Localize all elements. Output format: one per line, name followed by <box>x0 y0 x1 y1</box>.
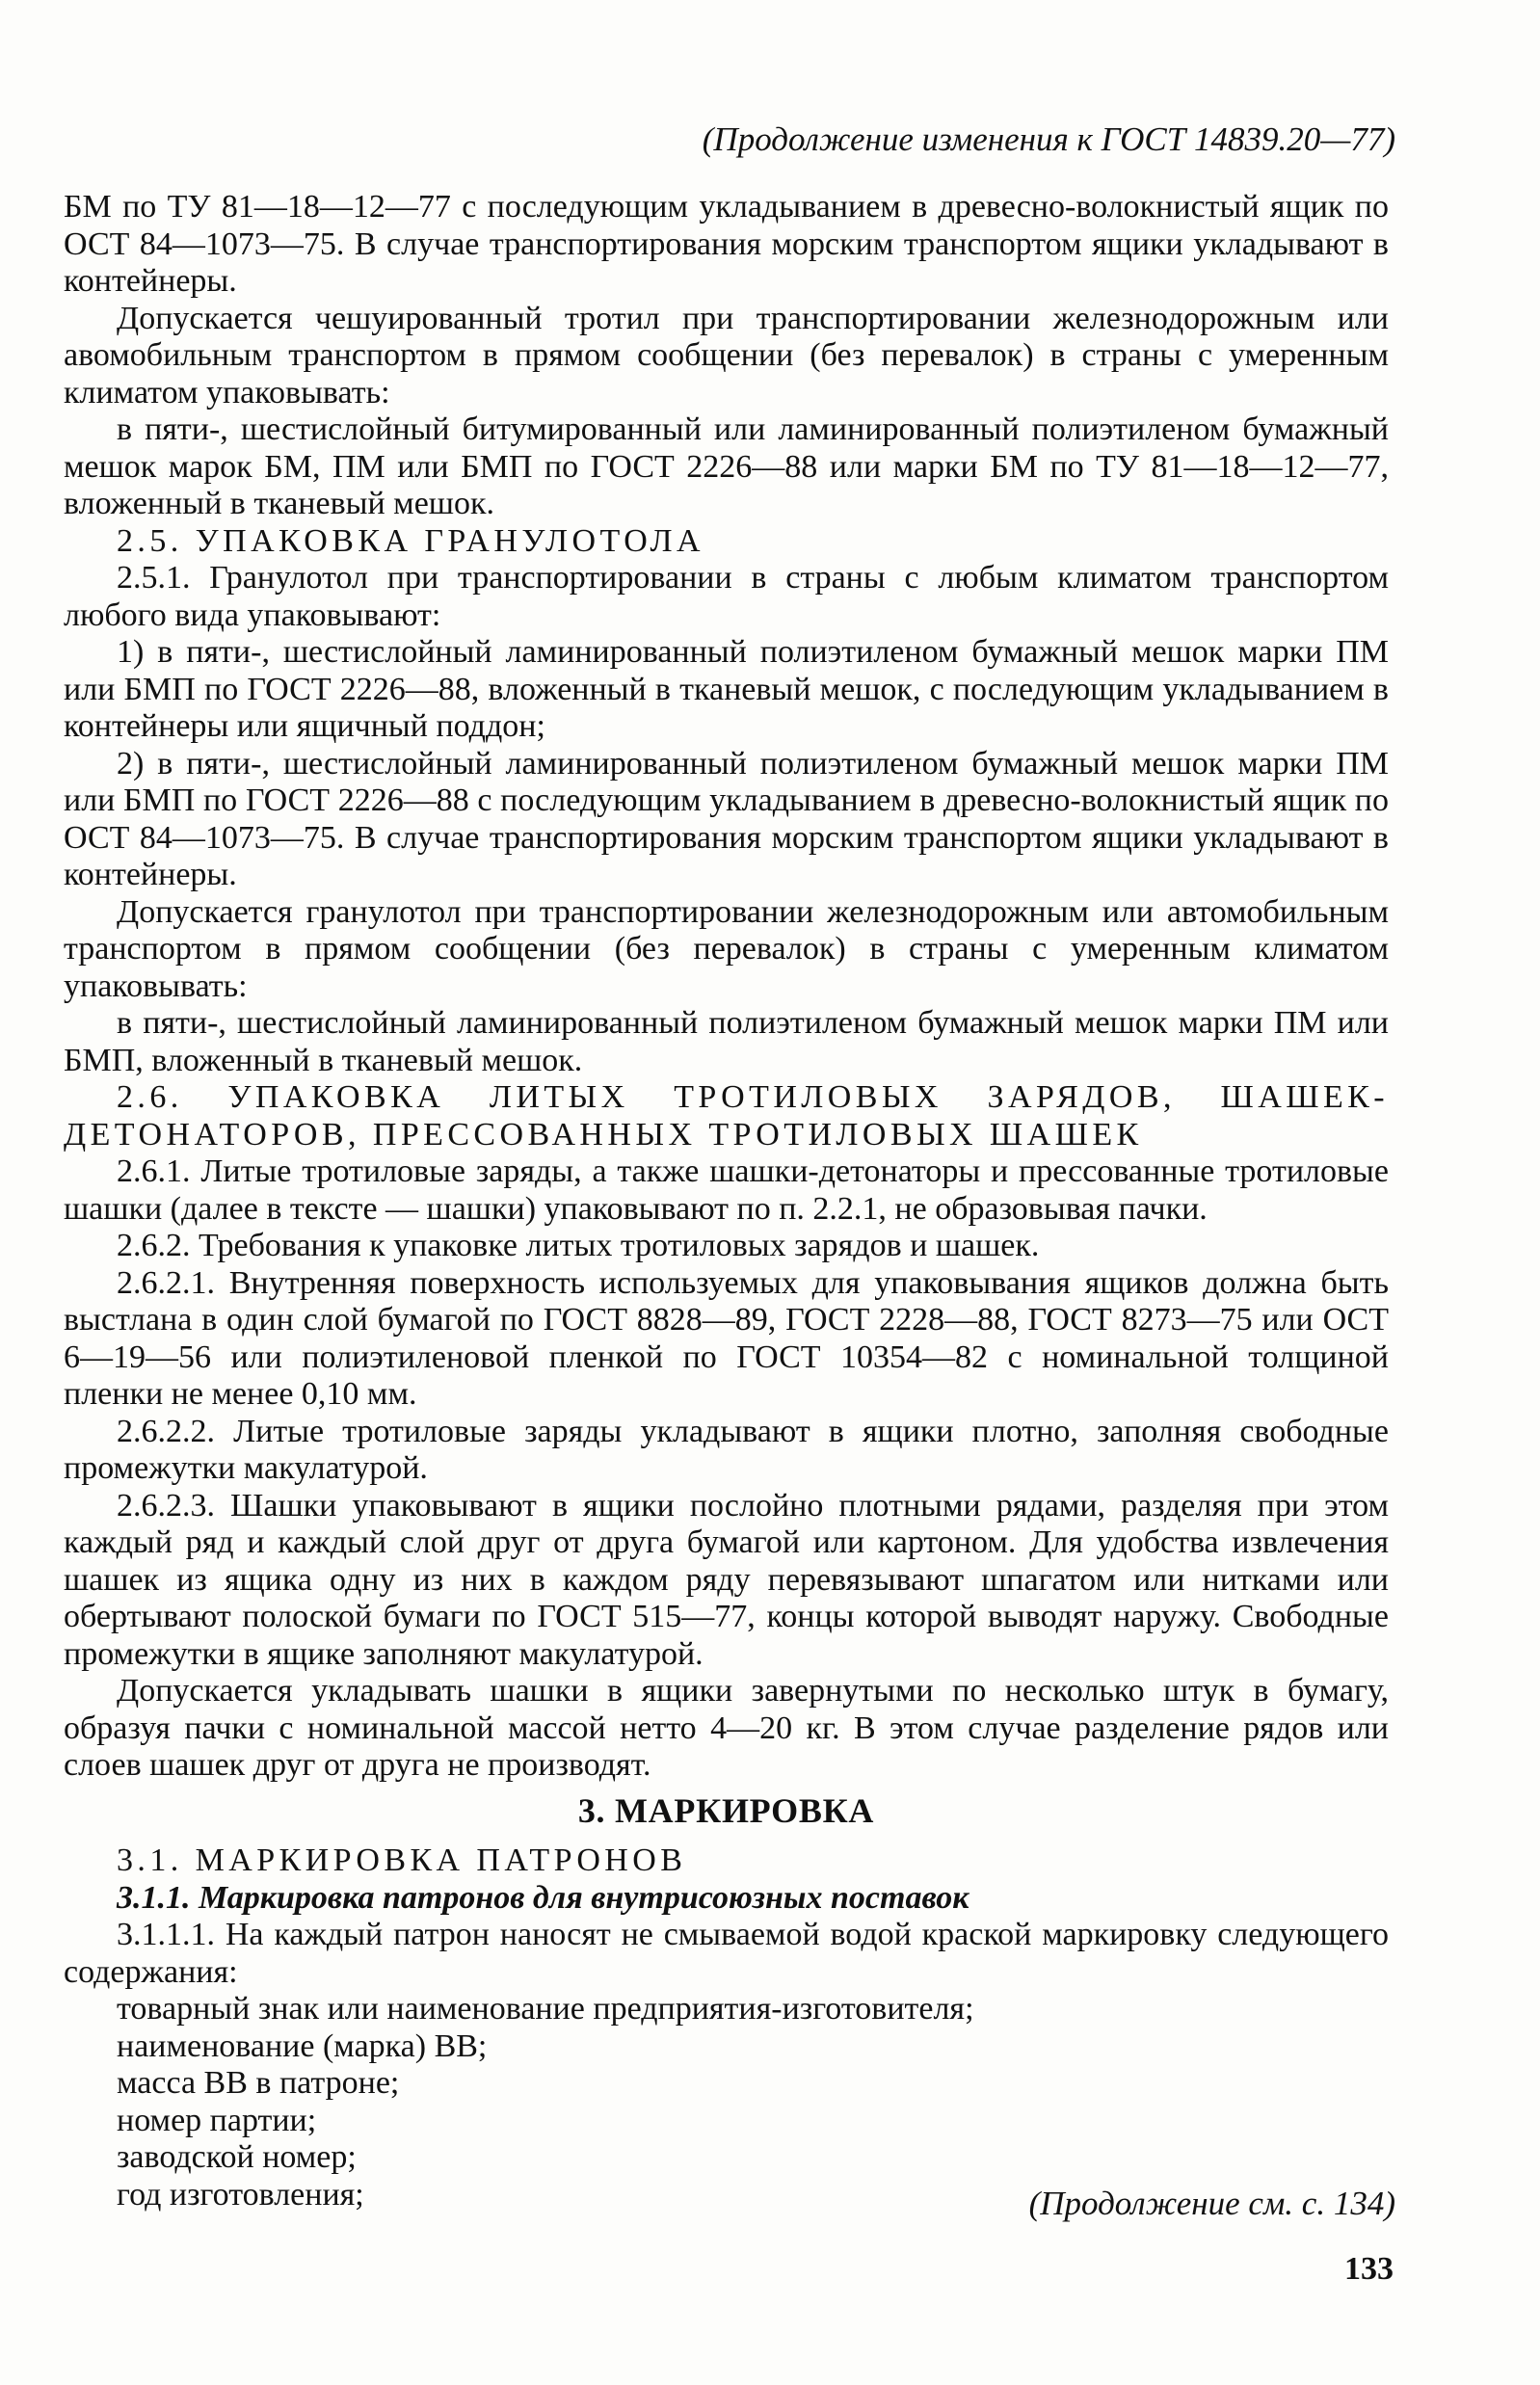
paragraph-2-5-3: в пяти-, шестислойный ламинированный полиэтиленом бумажный мешок марки ПМ или БМП, вложенный в тканевый мешок. <box>64 1005 1389 1078</box>
paragraph-p2: Допускается чешуированный тротил при транспортировании железнодорожным или авомобильным транспортом в прямом сообщении (без перевалок) в страны с умеренным климатом упаковывать: <box>64 300 1389 411</box>
section-heading-3-1-1: 3.1.1. Маркировка патронов для внутрисоюзных поставок <box>117 1879 969 1916</box>
paragraph-2-5-2: Допускается гранулотол при транспортировании железнодорожным или автомобильным транспортом в прямом сообщении (без перевалок) в страны с умеренным климатом упаковывать: <box>64 893 1389 1004</box>
paragraph-2-6-2-2: 2.6.2.2. Литые тротиловые заряды укладывают в ящики плотно, заполняя свободные промежутки макулатурой. <box>64 1413 1389 1486</box>
paragraph-2-6-1: 2.6.1. Литые тротиловые заряды, а также шашки-детонаторы и прессованные тротиловые шашки (далее в тексте — шашки) упаковывают по п. 2.2.1, не образовывая пачки. <box>64 1153 1389 1227</box>
paragraph-p3: в пяти-, шестислойный битумированный или ламинированный полиэтиленом бумажный мешок марок БМ, ПМ или БМП по ГОСТ 2226—88 или марки БМ по ТУ 81—18—12—77, вложенный в тканевый мешок. <box>64 411 1389 521</box>
section-heading-3-1: 3.1. МАРКИРОВКА ПАТРОНОВ <box>117 1842 687 1878</box>
document-body <box>64 189 1389 2213</box>
list-item: товарный знак или наименование предприятия-изготовителя; <box>117 1991 974 2027</box>
paragraph-2-6-2-3: 2.6.2.3. Шашки упаковывают в ящики послойно плотными рядами, разделяя при этом каждый ряд и каждый слой друг от друга бумагой или картоном. Для удобства извлечения шашек из ящика одну из них в каждом ряду перевязывают шпагатом или нитками или обертывают полоской бумаги по ГОСТ 515—77, концы которой выводят наружу. Свободные промежутки в ящике заполняют макулатурой. <box>64 1487 1389 1672</box>
paragraph-2-5-1-item-1: 1) в пяти-, шестислойный ламинированный полиэтиленом бумажный мешок марки ПМ или БМП по ГОСТ 2226—88, вложенный в тканевый мешок, с последующим укладыванием в контейнеры или ящичный поддон; <box>64 634 1389 744</box>
list-item: год изготовления; <box>117 2176 364 2213</box>
section-heading-2-6: 2.6. УПАКОВКА ЛИТЫХ ТРОТИЛОВЫХ ЗАРЯДОВ, ШАШЕК-ДЕТОНАТОРОВ, ПРЕССОВАННЫХ ТРОТИЛОВЫХ ШАШЕК <box>64 1079 1389 1153</box>
paragraph-2-6-2: 2.6.2. Требования к упаковке литых тротиловых зарядов и шашек. <box>117 1228 1040 1263</box>
list-item: заводской номер; <box>117 2139 357 2175</box>
list-item: номер партии; <box>117 2102 317 2138</box>
page-number: 133 <box>1344 2251 1394 2287</box>
section-heading-2-5: 2.5. УПАКОВКА ГРАНУЛОТОЛА <box>117 522 704 559</box>
page-header-continuation: (Продолжение изменения к ГОСТ 14839.20—77) <box>702 120 1395 158</box>
paragraph-2-6-2-1: 2.6.2.1. Внутренняя поверхность используемых для упаковывания ящиков должна быть выстлана в один слой бумагой по ГОСТ 8828—89, ГОСТ 2228—88, ГОСТ 8273—75 или ОСТ 6—19—56 или полиэтиленовой пленкой по ГОСТ 10354—82 с номинальной толщиной пленки не менее 0,10 мм. <box>64 1264 1389 1412</box>
paragraph-2-6-2-4: Допускается укладывать шашки в ящики завернутыми по несколько штук в бумагу, образуя пачки с номинальной массой нетто 4—20 кг. В этом случае разделение рядов или слоев шашек друг от друга не производят. <box>64 1673 1389 1783</box>
paragraph-p1: БМ по ТУ 81—18—12—77 с последующим укладыванием в древесно-волокнистый ящик по ОСТ 84—1073—75. В случае транспортирования морским транспортом ящики укладывают в контейнеры. <box>64 189 1389 299</box>
paragraph-3-1-1-1: 3.1.1.1. На каждый патрон наносят не смываемой водой краской маркировку следующего содержания: <box>64 1917 1389 1990</box>
marking-list <box>64 1991 1389 2213</box>
list-item: наименование (марка) ВВ; <box>117 2027 488 2064</box>
list-item: масса ВВ в патроне; <box>117 2065 400 2101</box>
paragraph-2-5-1: 2.5.1. Гранулотол при транспортировании в страны с любым климатом транспортом любого вида упаковывают: <box>64 560 1389 633</box>
paragraph-2-5-1-item-2: 2) в пяти-, шестислойный ламинированный полиэтиленом бумажный мешок марки ПМ или БМП по ГОСТ 2226—88 с последующим укладыванием в древесно-волокнистый ящик по ОСТ 84—1073—75. В случае транспортирования морским транспортом ящики укладывают в контейнеры. <box>64 745 1389 892</box>
section-heading-3: 3. МАРКИРОВКА <box>577 1790 875 1830</box>
footer-continuation: (Продолжение см. с. 134) <box>1028 2185 1395 2222</box>
